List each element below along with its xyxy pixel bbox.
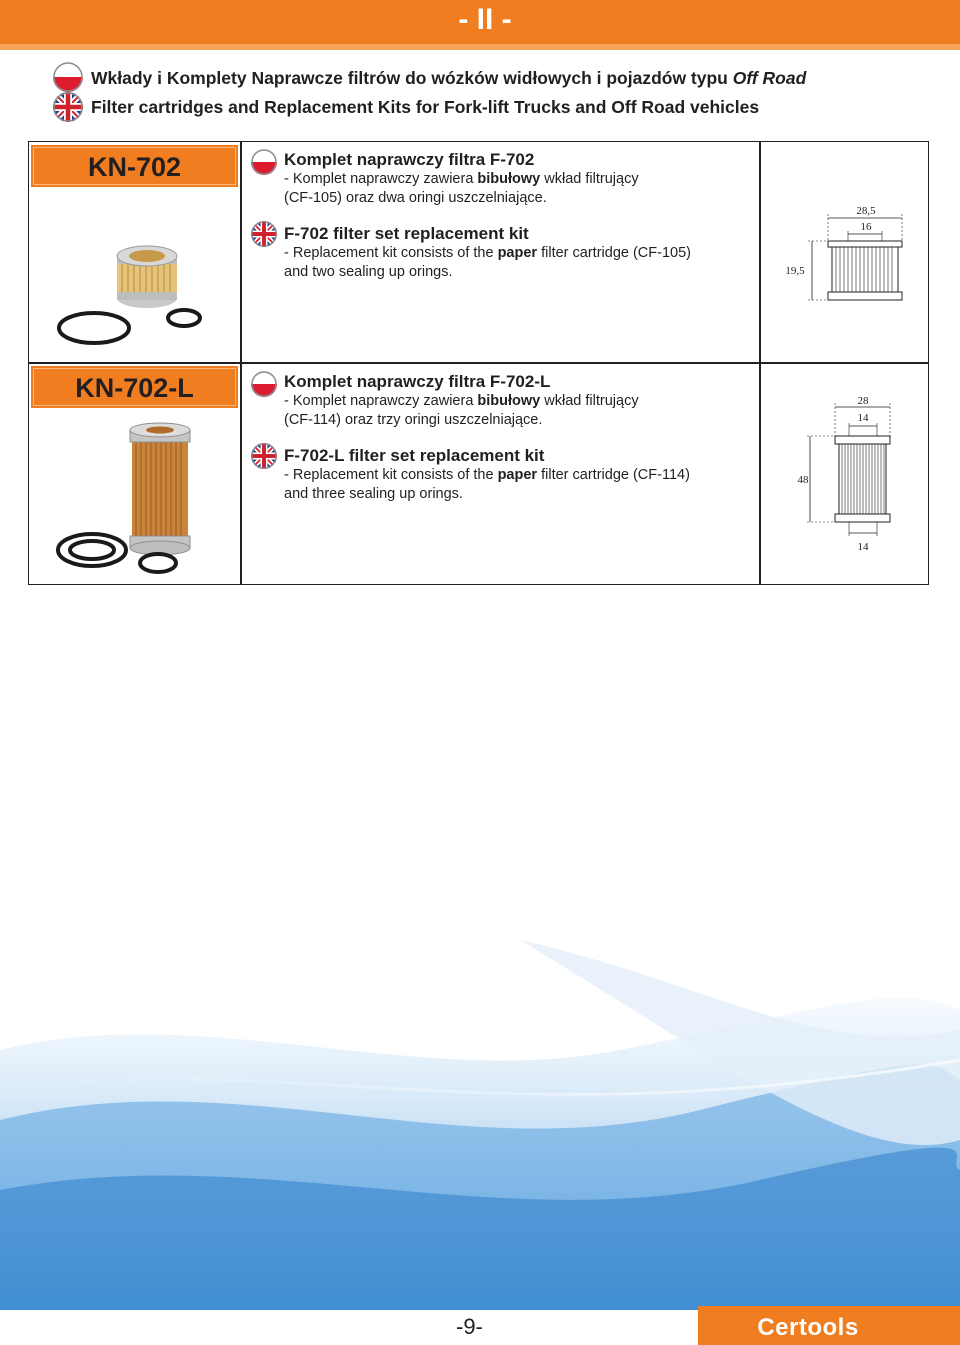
product-desc-en-line1: - Replacement kit consists of the paper filter cartridge (CF-105) — [284, 245, 691, 261]
uk-flag-icon — [251, 443, 277, 469]
product-photo-kn702 — [52, 236, 212, 348]
product-heading-pl: Komplet naprawczy filtra F-702-L — [284, 372, 551, 391]
header-bar — [0, 0, 960, 50]
dimension-inner-diameter: 16 — [860, 221, 872, 233]
product-desc-pl-line1: - Komplet naprawczy zawiera bibułowy wkład filtrujący — [284, 171, 639, 187]
polish-flag-icon — [251, 371, 277, 397]
page-number: -9- — [456, 1314, 483, 1339]
product-heading-en: F-702-L filter set replacement kit — [284, 446, 545, 465]
dimension-height: 48 — [797, 474, 809, 486]
uk-flag-icon — [251, 221, 277, 247]
polish-flag-icon — [53, 62, 83, 92]
footer — [0, 1306, 960, 1345]
technical-drawing-kn702l — [780, 388, 920, 558]
dimension-inner-diameter: 14 — [857, 412, 869, 424]
brand-name: Certools — [757, 1314, 859, 1341]
product-photo-kn702l — [50, 422, 210, 582]
product-desc-pl-line1: - Komplet naprawczy zawiera bibułowy wkład filtrujący — [284, 393, 639, 409]
uk-flag-icon — [53, 92, 83, 122]
product-code-box — [29, 364, 240, 410]
section-number: - II - — [458, 3, 512, 36]
title-english: Filter cartridges and Replacement Kits for Fork-lift Trucks and Off Road vehicles — [91, 97, 760, 117]
dimension-outer-diameter: 28 — [857, 395, 869, 407]
product-desc-pl-line2: (CF-105) oraz dwa oringi uszczelniające. — [284, 190, 547, 206]
product-code: KN-702-L — [75, 373, 194, 403]
decorative-wave — [0, 940, 960, 1310]
title-polish — [91, 68, 806, 89]
product-heading-pl: Komplet naprawczy filtra F-702 — [284, 150, 535, 169]
dimension-bottom-diameter: 14 — [857, 541, 869, 553]
technical-drawing-kn702 — [770, 195, 920, 315]
title-polish-italic: Off Road — [732, 68, 807, 88]
product-desc-en-line2: and three sealing up orings. — [284, 486, 463, 502]
product-code-box — [29, 143, 240, 189]
header-strip — [0, 44, 960, 50]
dimension-height: 19,5 — [785, 265, 805, 277]
product-desc-pl-line2: (CF-114) oraz trzy oringi uszczelniające. — [284, 412, 543, 428]
dimension-outer-diameter: 28,5 — [856, 205, 876, 217]
product-heading-en: F-702 filter set replacement kit — [284, 224, 529, 243]
product-desc-en-line2: and two sealing up orings. — [284, 264, 453, 280]
product-code: KN-702 — [87, 152, 182, 182]
title-polish-text: Wkłady i Komplety Naprawcze filtrów do wózków widłowych i pojazdów typu — [91, 68, 733, 88]
product-desc-en-line1: - Replacement kit consists of the paper filter cartridge (CF-114) — [284, 467, 690, 483]
brand-badge — [698, 1306, 960, 1345]
polish-flag-icon — [251, 149, 277, 175]
